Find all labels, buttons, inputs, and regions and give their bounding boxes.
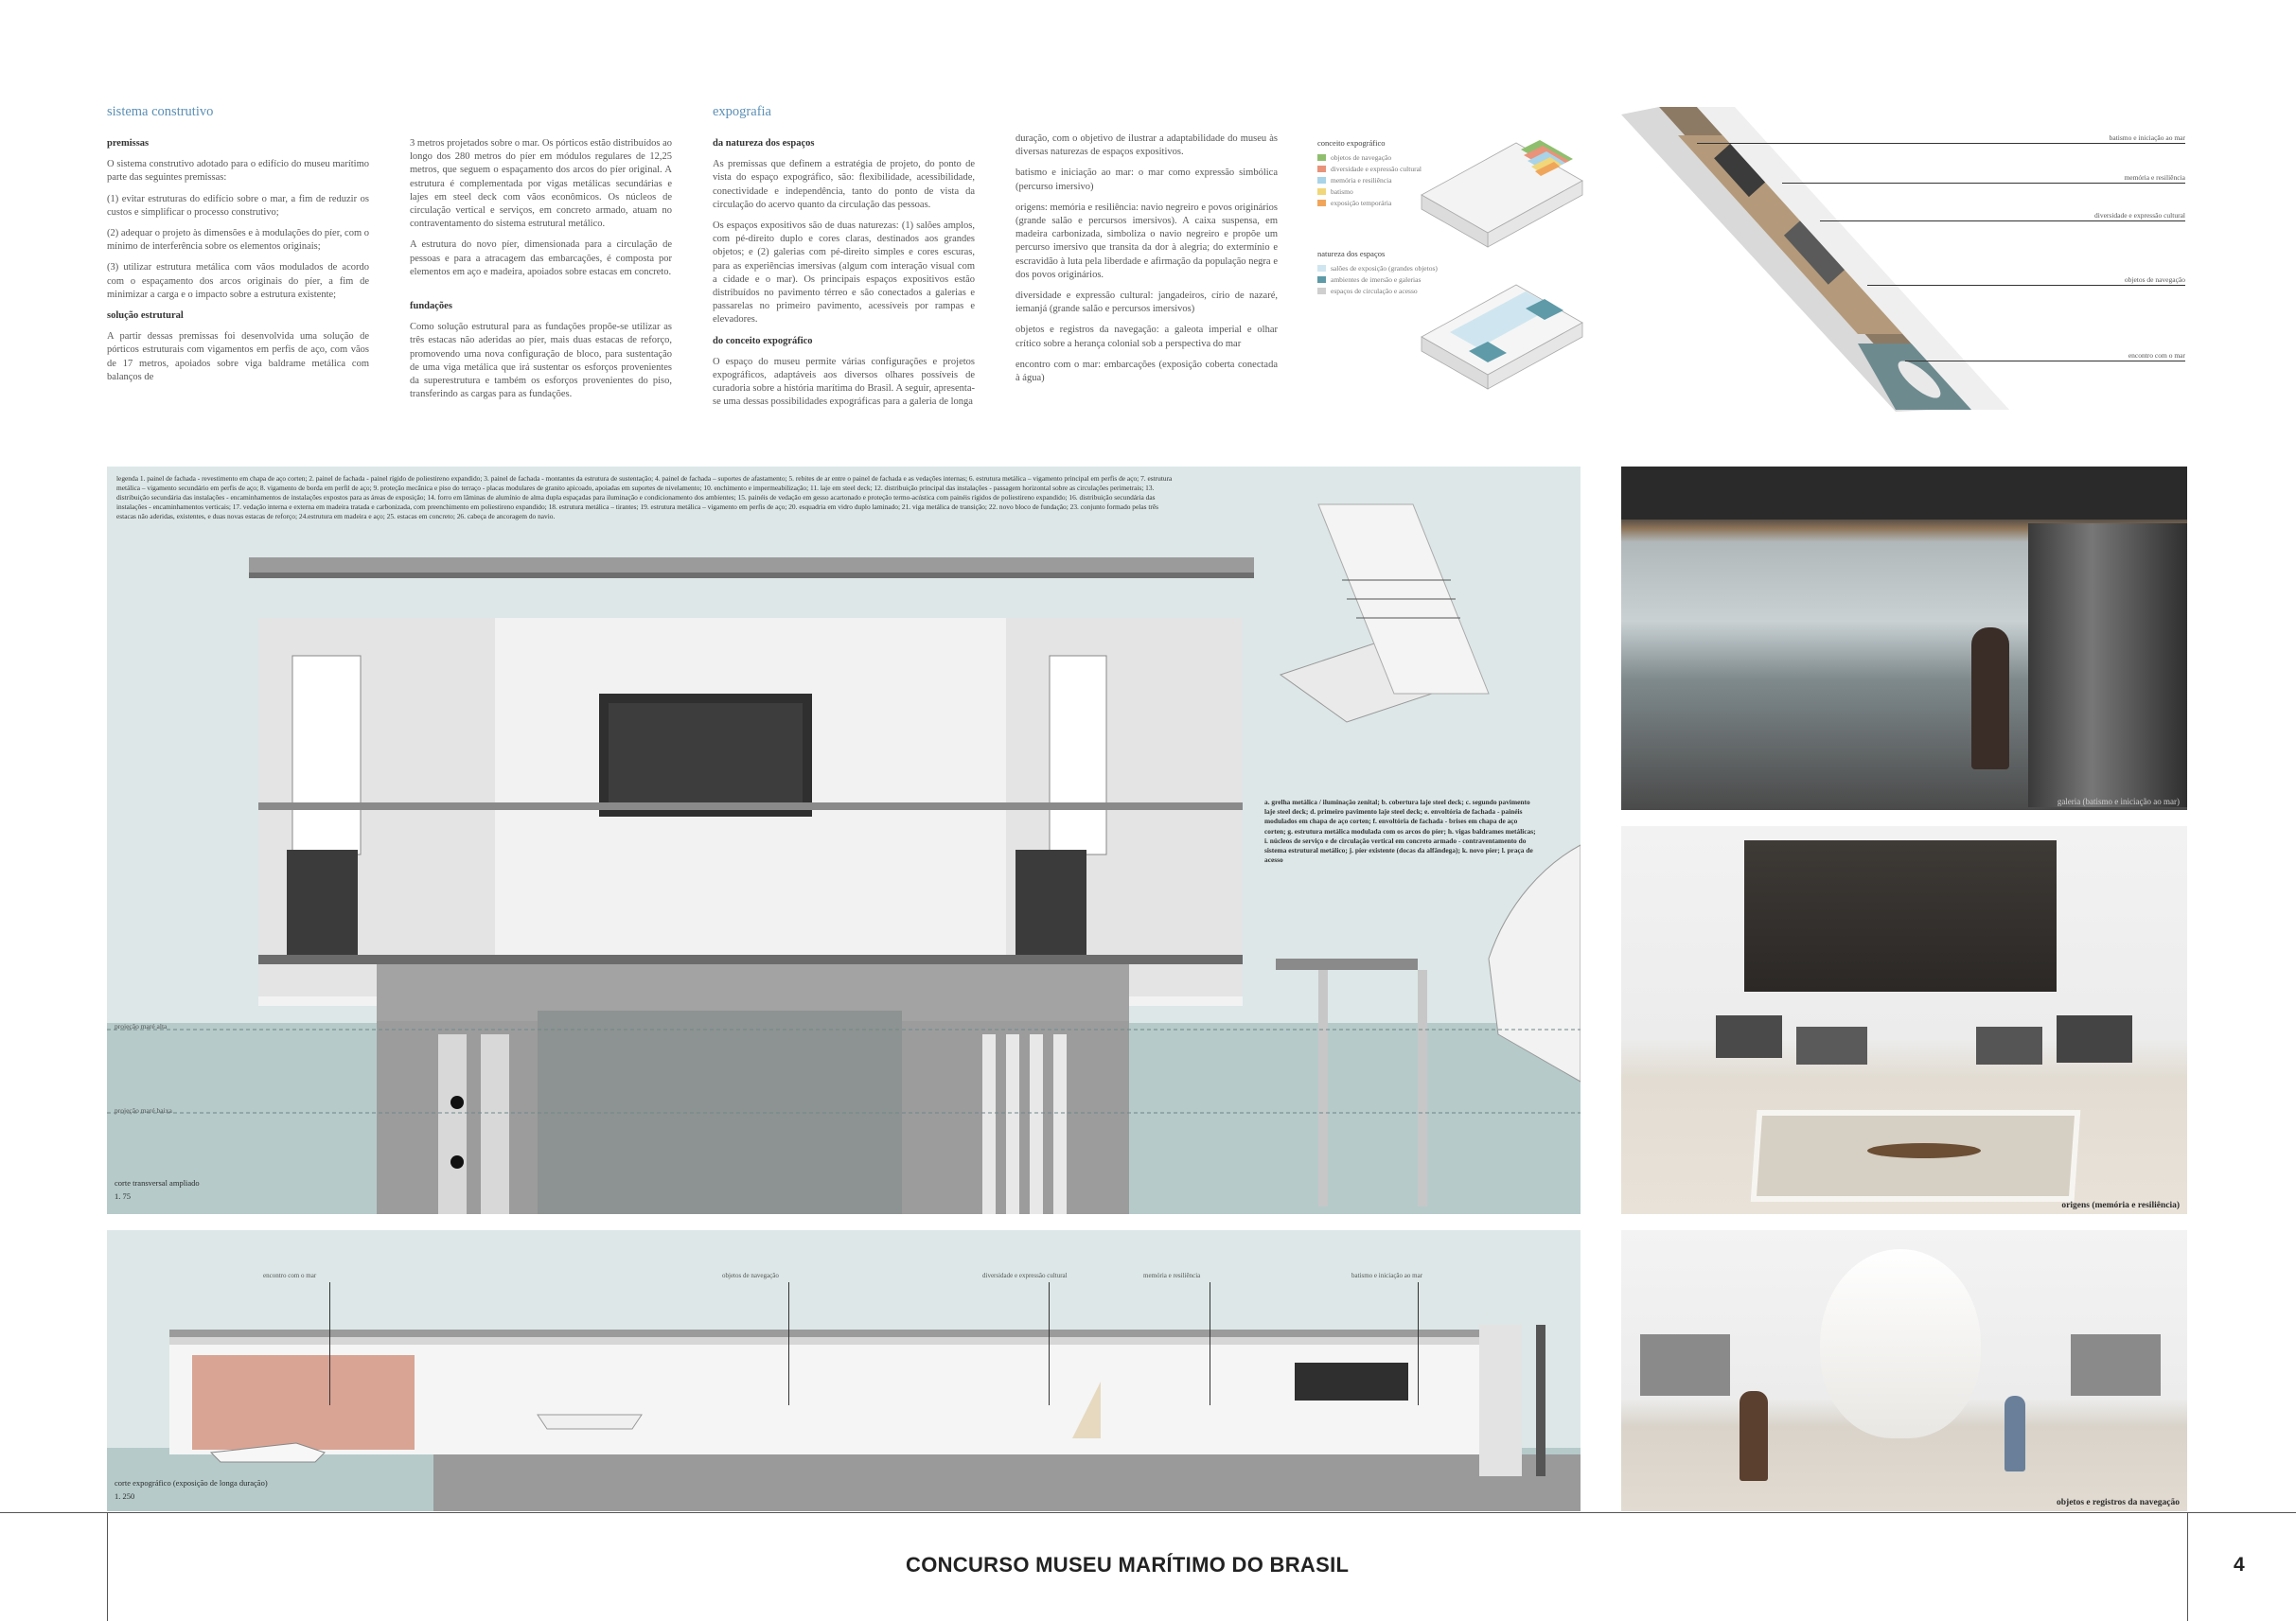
paragraph: encontro com o mar: embarcações (exposição coberta conectada à água)	[1016, 359, 1278, 384]
legend-swatch	[1317, 177, 1326, 184]
legend-swatch	[1317, 200, 1326, 206]
subheading-solucao: solução estrutural	[107, 310, 184, 322]
heading-sistema-construtivo: sistema construtivo	[107, 104, 214, 119]
diagram2-title: natureza dos espaços	[1317, 249, 1386, 258]
footer-title: CONCURSO MUSEU MARÍTIMO DO BRASIL	[906, 1553, 1350, 1577]
paragraph: Como solução estrutural para as fundações propõe-se utilizar as três estacas não aderidas ao píer, mais duas estacas de reforço, promovendo uma nova configuração de bloco, para sustentação de uma viga metálica que irá sustentar os esforços provenientes da superestrutura e também os esforços provenientes do piso, transferindo as cargas para as fundações.	[410, 322, 672, 400]
legend-label: espaços de circulação e acesso	[1331, 287, 1418, 295]
axonometric-mini-diagrams	[1412, 138, 1592, 413]
text-column-4	[1016, 132, 1278, 393]
footer-right-divider	[2187, 1512, 2188, 1621]
paragraph: diversidade e expressão cultural: jangadeiros, círio de nazaré, iemanjá (grande salão e percursos imersivos)	[1016, 291, 1278, 315]
paragraph: O sistema construtivo adotado para o edifício do museu marítimo parte das seguintes premissas:	[107, 159, 369, 184]
paragraph: A partir dessas premissas foi desenvolvida uma solução de pórticos estruturais com vigamentos em perfis de aço, com vãos de 17 metros, apoiados sobre viga baldrame metálica com balanços de	[107, 331, 369, 382]
legend-label: salões de exposição (grandes objetos)	[1331, 264, 1438, 273]
galeota-boat	[1820, 1249, 1981, 1438]
paragraph: duração, com o objetivo de ilustrar a adaptabilidade do museu às diversas naturezas de espaços expositivos.	[1016, 133, 1278, 158]
diagram1-title: conceito expográfico	[1317, 138, 1386, 148]
artwork	[1716, 1015, 1782, 1058]
artwork	[2057, 1015, 2132, 1063]
paragraph: As premissas que definem a estratégia de projeto, do ponto de vista do espaço expográfico, são: flexibilidade, acessibilidade, conectividade e independência, tanto do ponto de vista da circulação do acervo quanto da circulação das pessoas.	[713, 159, 975, 210]
origens-caption: origens (memória e resiliência)	[2061, 1201, 2180, 1210]
label-low-tide: projeção maré baixa	[115, 1106, 172, 1115]
leader-line	[1867, 285, 2185, 286]
concept-diagrams	[1317, 138, 1592, 413]
objetos-caption: objetos e registros da navegação	[2057, 1498, 2180, 1507]
legend-swatch	[1317, 265, 1326, 272]
leader-line	[1782, 183, 2185, 184]
subheading-conceito: do conceito expográfico	[713, 335, 813, 346]
legend-swatch	[1317, 154, 1326, 161]
cross-section-panel	[107, 467, 1581, 1214]
paragraph: A estrutura do novo píer, dimensionada para a circulação de pessoas e para a atracagem das embarcações, é composta por elementos em aço e madeira, apoiados sobre estacas em concreto.	[410, 239, 672, 277]
paragraph: origens: memória e resiliência: navio negreiro e povos originários (grande salão e percursos imersivos). A caixa suspensa, em madeira carbonizada, simboliza o navio negreiro e propõe um percurso imersivo que transita da dor à alegria; do extermínio e escravidão à luta pela liberdade e afirmação da população negra e dos povos originários.	[1016, 202, 1278, 280]
axo-drawing	[1621, 107, 2187, 412]
leader-line	[1697, 143, 2185, 144]
legend-label: objetos de navegação	[1331, 153, 1392, 162]
leader-line	[1820, 220, 2185, 221]
render-origens	[1621, 826, 2187, 1214]
legend-swatch	[1317, 188, 1326, 195]
legend-label: ambientes de imersão e galerias	[1331, 275, 1422, 284]
section-scale: 1. 75	[115, 1191, 131, 1201]
canoe-object	[1867, 1143, 1981, 1158]
long-section-panel	[107, 1230, 1581, 1511]
long-section-label: memória e resiliência	[1143, 1272, 1201, 1279]
long-section-label: batismo e iniciação ao mar	[1351, 1272, 1423, 1279]
axo-label: memória e resiliência	[2124, 173, 2185, 182]
suspended-box	[1744, 840, 2057, 992]
visitor-figure	[1971, 627, 2009, 769]
gallery-ceiling	[1621, 467, 2187, 520]
text-column-1	[107, 137, 369, 392]
artwork	[2071, 1334, 2161, 1396]
axo-label: diversidade e expressão cultural	[2093, 211, 2185, 220]
leader-line	[1049, 1282, 1050, 1405]
subheading-natureza: da natureza dos espaços	[713, 138, 815, 149]
visitor-figure	[1740, 1391, 1768, 1481]
axo-label: encontro com o mar	[2128, 351, 2185, 360]
text-column-3	[713, 137, 975, 417]
gallery-caption: galeria (batismo e iniciação ao mar)	[2057, 797, 2180, 806]
legend-label: exposição temporária	[1331, 199, 1392, 207]
section-right-legend: a. grelha metálica / iluminação zenital; b. cobertura laje steel deck; c. segundo pavimento laje steel deck; d. primeiro pavimento laje steel deck; e. envoltória de fachada - painéis modulados em chapa de aço corten; f. envoltória de fachada - brises em chapa de aço corten; g. estrutura metálica modulada com os arcos do píer; h. vigas baldrames metálicas; i. núcleos de serviço e de circulação vertical em concreto armado - contraventamento do sistema estrutural metálico; j. píer existente (docas da alfândega); k. novo píer; l. praça de acesso	[1264, 798, 1536, 865]
section-legend: legenda 1. painel de fachada - revestimento em chapa de aço corten; 2. painel de fachada - painel rígido de poliestireno expandido; 3. painel de fachada - montantes da estrutura de sustentação; 4. painel de fachada – suportes de afastamento; 5. rebites de ar entre o painel de fachada e as vedações internas; 6. estrutura metálica – vigamento principal em perfis de aço; 7. estrutura metálica – vigamento secundário em perfis de aço; 8. vigamento de borda em perfil de aço; 9. proteção mecânica e piso do terraço - placas modulares de granito apicoado, apoiadas em suportes de nivelamento; 10. enchimento e impermeabilização; 11. laje em steel deck; 12. distribuição principal das instalações - passagem horizontal sobre as circulações perimetrais; 13. distribuição secundária das instalações - encaminhamentos de instalações expostos para as áreas de exposição; 14. forro em lâminas de alumínio de alma dupla espaçadas para iluminação e condicionamento dos ambientes; 15. painéis de vedação em gesso acartonado e proteção termo-acústica com painéis rígidos de poliestireno expandido; 16. distribuição secundária das instalações - encaminhamentos verticais; 17. vedação interna e externa em madeira tratada e carbonizada, com preenchimento em poliestireno expandido; 18. estrutura metálica – tirantes; 19. estrutura metálica – vigamento em perfis de aço; 20. esquadria em vidro duplo laminado; 21. viga metálica de transição; 22. novo bloco de fundação; 23. conjunto formado pelas três estacas não aderidas, existentes, e duas novas estacas de reforço; 24.estrutura em madeira e aço; 25. estacas em concreto; 26. cabeça de ancoragem do navio.	[116, 474, 1173, 520]
long-section-caption: corte expográfico (exposição de longa duração)	[115, 1478, 268, 1488]
paragraph: (2) adequar o projeto às dimensões e à modulações do píer, com o mínimo de interferência sobre os elementos originais;	[107, 228, 369, 253]
render-gallery	[1621, 467, 2187, 810]
paragraph: objetos e registros da navegação: a galeota imperial e olhar crítico sobre a herança colonial sob a perspectiva do mar	[1016, 325, 1278, 349]
subheading-premissas: premissas	[107, 138, 150, 149]
footer-left-divider	[107, 1512, 108, 1621]
legend-label: diversidade e expressão cultural	[1331, 165, 1422, 173]
legend-swatch	[1317, 166, 1326, 172]
paragraph: O espaço do museu permite várias configurações e projetos expográficos, adaptáveis aos diversos olhares possíveis de curadoria sobre a história marítima do Brasil. A seguir, apresenta-se uma dessas possibilidades expográficas para a galeria de longa	[713, 356, 975, 408]
long-section-label: encontro com o mar	[263, 1272, 317, 1279]
footer-rule	[0, 1512, 2296, 1513]
long-section-label: diversidade e expressão cultural	[982, 1272, 1068, 1279]
artwork	[1640, 1334, 1730, 1396]
legend-swatch	[1317, 276, 1326, 283]
gallery-wall-images	[2028, 523, 2187, 807]
visitor-figure	[2005, 1396, 2025, 1471]
text-column-2	[410, 137, 672, 409]
long-section-label: objetos de navegação	[722, 1272, 779, 1279]
page-number: 4	[2234, 1554, 2245, 1576]
heading-expografia: expografia	[713, 104, 771, 119]
leader-line	[1418, 1282, 1419, 1405]
axonometric-cutaway	[1621, 107, 2187, 412]
long-section-scale: 1. 250	[115, 1491, 135, 1501]
paragraph: (1) evitar estruturas do edifício sobre o mar, a fim de reduzir os custos e simplificar o processo construtivo;	[107, 193, 369, 218]
legend-swatch	[1317, 288, 1326, 294]
legend-label: memória e resiliência	[1331, 176, 1392, 185]
leader-line	[329, 1282, 330, 1405]
axo-label: batismo e iniciação ao mar	[2109, 133, 2185, 142]
paragraph: Os espaços expositivos são de duas naturezas: (1) salões amplos, com pé-direito duplo e cores claras, destinados aos grandes objetos; e (2) galerias com pé-direito simples e cores escuras, para as experiências imersivas (algum com interação visual com a cidade e o mar). Os principais espaços expositivos estão distribuídos no pavimento térreo e são conectados a galerias e passarelas no primeiro pavimento, acessíveis por rampas e elevadores.	[713, 220, 975, 326]
artwork	[1796, 1027, 1867, 1065]
leader-line	[788, 1282, 789, 1405]
label-high-tide: projeção maré alta	[115, 1022, 168, 1031]
paragraph: 3 metros projetados sobre o mar. Os pórticos estão distribuídos ao longo dos 280 metros do píer em módulos regulares de 12,25 metros, que seguem o espaçamento dos arcos do píer original. A estrutura é complementada por vigas metálicas secundárias e lajes em steel deck com vãos econômicos. Os núcleos de circulação vertical e serviços, em concreto armado, atuam no contraventamento do sistema estrutural metálico.	[410, 138, 672, 230]
axo-label: objetos de navegação	[2124, 275, 2185, 284]
paragraph: (3) utilizar estrutura metálica com vãos modulados de acordo com o espaçamento dos arcos originais do píer, a fim de minimizar a carga e o impacto sobre a estrutura existente;	[107, 262, 369, 300]
paragraph: batismo e iniciação ao mar: o mar como expressão simbólica (percurso imersivo)	[1016, 167, 1278, 192]
subheading-fundacoes: fundações	[410, 301, 452, 312]
artwork	[1976, 1027, 2042, 1065]
section-caption: corte transversal ampliado	[115, 1178, 200, 1188]
legend-label: batismo	[1331, 187, 1353, 196]
render-objetos	[1621, 1230, 2187, 1511]
